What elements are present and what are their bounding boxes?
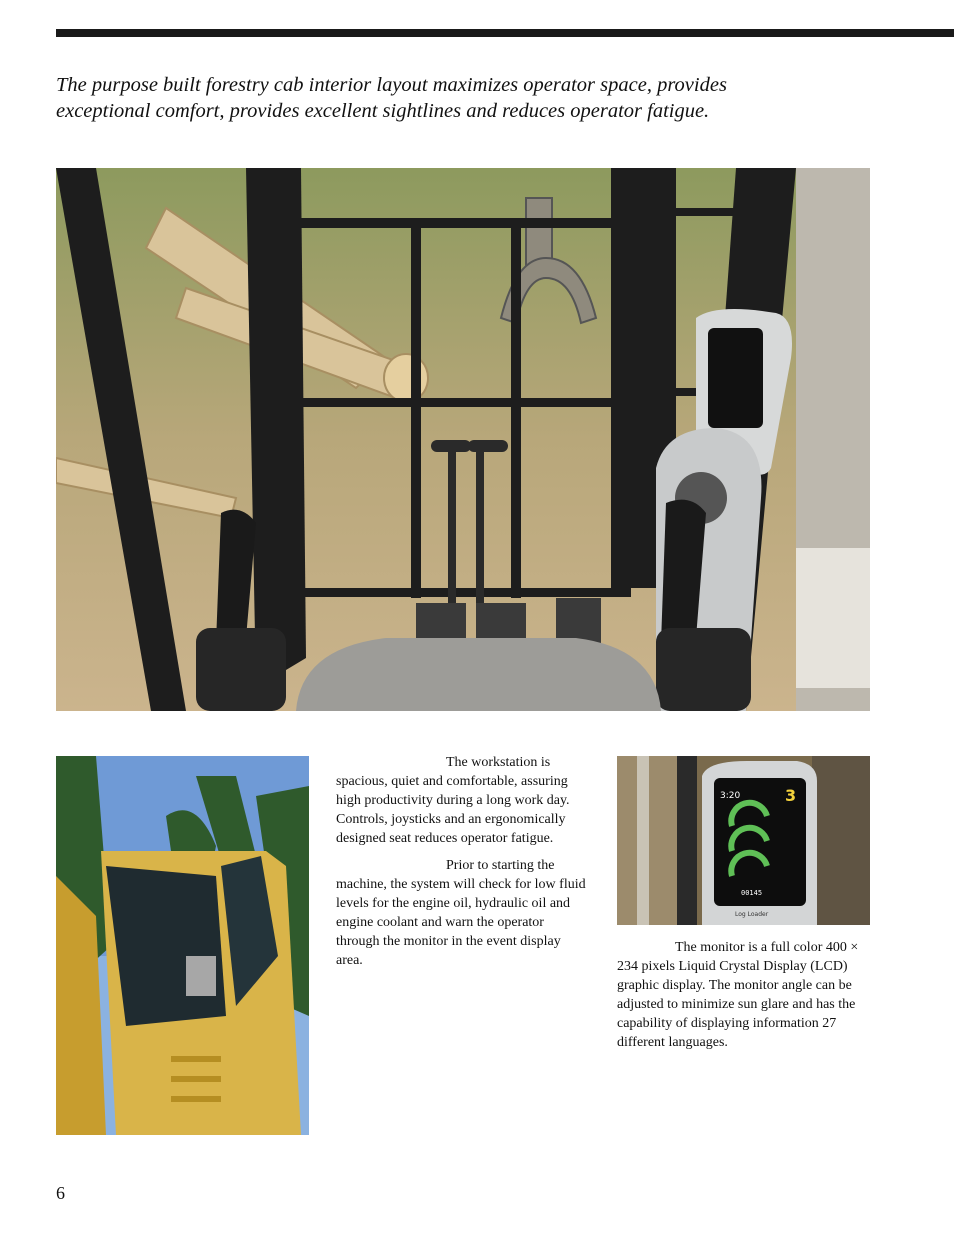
monitor-caption-text: The monitor is a full color 400 × 234 pixels Liquid Crystal Display (LCD) graphic display. The monitor angle can be adjusted to minimize sun glare and has the capability of displaying information 27 different languages. bbox=[617, 940, 859, 1050]
monitor-illustration bbox=[617, 756, 870, 925]
page-number: 6 bbox=[56, 1183, 65, 1203]
intro-line-2: exceptional comfort, provides excellent sightlines and reduces operator fatigue. bbox=[56, 100, 710, 122]
workstation-paragraph-1 bbox=[336, 753, 590, 848]
cab-interior-illustration bbox=[56, 168, 870, 711]
cab-exterior-illustration bbox=[56, 756, 309, 1135]
workstation-paragraph-2-text: Prior to starting the machine, the system will check for low fluid levels for the engine oil, hydraulic oil and engine coolant and warn the operator through the monitor in the event display area. bbox=[336, 858, 586, 968]
cab-interior-photo bbox=[56, 168, 870, 711]
monitor-caption-paragraph bbox=[617, 938, 871, 1052]
workstation-paragraph-1-text: The workstation is spacious, quiet and comfortable, assuring high productivity during a long work day. Controls, joysticks and an ergonomically designed seat reduces operator fatigue. bbox=[336, 755, 570, 846]
workstation-paragraph-2 bbox=[336, 856, 590, 970]
monitor-caption bbox=[617, 938, 871, 1060]
monitor-time: 3:20 bbox=[720, 791, 741, 801]
intro-caption bbox=[56, 72, 896, 124]
intro-line-1: The purpose built forestry cab interior layout maximizes operator space, provides bbox=[56, 74, 727, 96]
monitor-mode: 3 bbox=[785, 786, 797, 805]
top-rule bbox=[56, 29, 954, 37]
cab-exterior-photo bbox=[56, 756, 309, 1135]
monitor-hours: 00145 bbox=[741, 889, 763, 897]
workstation-text bbox=[336, 753, 590, 978]
monitor-photo bbox=[617, 756, 870, 925]
monitor-label: Log Loader bbox=[735, 911, 769, 918]
